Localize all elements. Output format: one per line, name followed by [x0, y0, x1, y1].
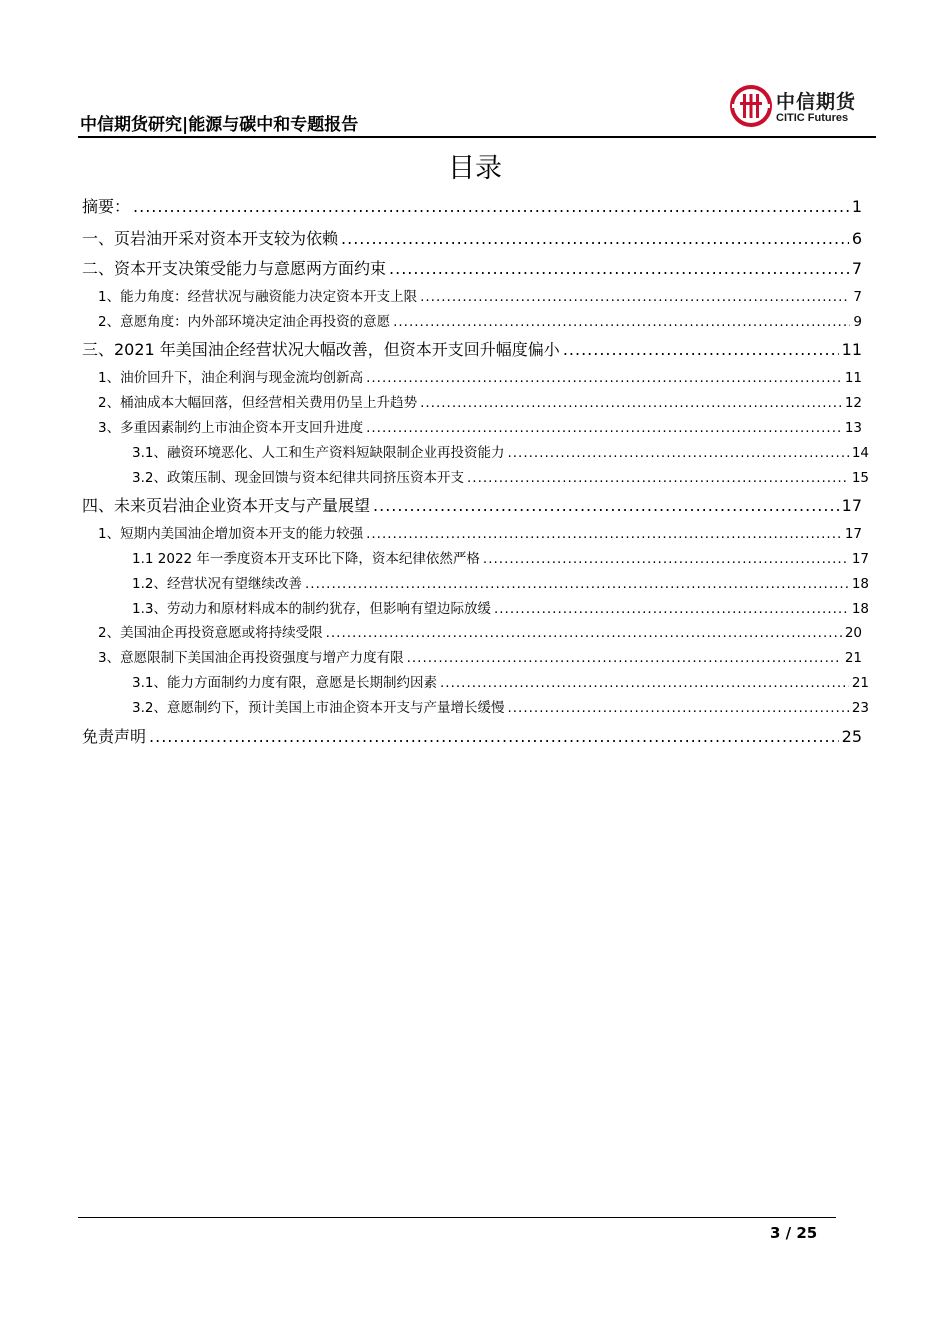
toc-entry-label: 1、能力角度：经营状况与融资能力决定资本开支上限: [98, 289, 418, 305]
toc-entry[interactable]: [82, 194, 862, 217]
toc-entry[interactable]: [132, 572, 869, 592]
toc-entry-page: 17: [841, 496, 862, 515]
toc-leader: [366, 420, 842, 436]
toc-leader: [305, 576, 849, 592]
toc-entry-label: 摘要：: [82, 197, 131, 216]
toc-entry-page: 6: [851, 229, 862, 248]
toc-entry-label: 三、2021 年美国油企经营状况大幅改善，但资本开支回升幅度偏小: [82, 340, 560, 359]
footer-divider: [78, 1217, 836, 1218]
toc-entry-page: 18: [851, 576, 869, 592]
toc-leader: [420, 395, 842, 411]
toc-leader: [420, 289, 850, 305]
toc-entry-page: 21: [851, 675, 869, 691]
toc-entry-page: 7: [851, 259, 862, 278]
toc-entry-label: 2、美国油企再投资意愿或将持续受限: [98, 625, 323, 641]
toc-entry[interactable]: [98, 310, 862, 330]
toc-entry-label: 1、短期内美国油企增加资本开支的能力较强: [98, 526, 364, 542]
toc-entry[interactable]: [98, 416, 862, 436]
page-number: 3 / 25: [770, 1224, 818, 1242]
toc-leader: [389, 259, 849, 278]
toc-entry[interactable]: [98, 646, 862, 666]
toc-leader: [326, 625, 842, 641]
toc-entry-page: 12: [844, 395, 862, 411]
toc-leader: [563, 340, 839, 359]
toc-entry[interactable]: [82, 337, 862, 360]
toc-leader: [133, 197, 849, 216]
toc-leader: [467, 470, 849, 486]
toc-entry-page: 17: [851, 551, 869, 567]
toc-entry-page: 21: [844, 650, 862, 666]
toc-entry-page: 20: [844, 625, 862, 641]
toc-entry-label: 3.2、政策压制、现金回馈与资本纪律共同挤压资本开支: [132, 470, 464, 486]
toc-leader: [149, 727, 839, 746]
toc-entry-page: 23: [851, 700, 869, 716]
toc-entry-label: 二、资本开支决策受能力与意愿两方面约束: [82, 259, 387, 278]
toc-entry-label: 3.1、融资环境恶化、人工和生产资料短缺限制企业再投资能力: [132, 445, 505, 461]
toc-entry-label: 3、意愿限制下美国油企再投资强度与增产力度有限: [98, 650, 404, 666]
toc-leader: [341, 229, 849, 248]
toc-entry-label: 3、多重因素制约上市油企资本开支回升进度: [98, 420, 364, 436]
toc-entry-label: 3.2、意愿制约下，预计美国上市油企资本开支与产量增长缓慢: [132, 700, 505, 716]
report-header-title: 中信期货研究|能源与碳中和专题报告: [80, 115, 359, 135]
toc-entry[interactable]: [132, 466, 869, 486]
toc-leader: [440, 675, 849, 691]
toc-entry-page: 18: [851, 601, 869, 617]
toc-entry-label: 1.2、经营状况有望继续改善: [132, 576, 302, 592]
toc-leader: [483, 551, 849, 567]
toc-entry-page: 15: [851, 470, 869, 486]
toc-entry-label: 免责声明: [82, 727, 147, 746]
toc-entry[interactable]: [132, 696, 869, 716]
toc-entry[interactable]: [132, 597, 869, 617]
toc-leader: [373, 496, 839, 515]
toc-leader: [507, 700, 848, 716]
toc-entry-label: 四、未来页岩油企业资本开支与产量展望: [82, 496, 371, 515]
citic-logo-icon: [730, 85, 772, 127]
toc-entry-page: 17: [844, 526, 862, 542]
toc-leader: [366, 370, 842, 386]
toc-entry[interactable]: [82, 226, 862, 249]
citic-futures-logo: [730, 85, 870, 129]
toc-entry[interactable]: [98, 366, 862, 386]
toc-leader: [366, 526, 842, 542]
toc-entry[interactable]: [82, 493, 862, 516]
logo-english-text: CITIC Futures: [776, 112, 849, 124]
toc-entry-label: 一、页岩油开采对资本开支较为依赖: [82, 229, 339, 248]
logo-chinese-text: 中信期货: [776, 91, 857, 113]
toc-entry-label: 3.1、能力方面制约力度有限，意愿是长期制约因素: [132, 675, 437, 691]
toc-entry[interactable]: [98, 285, 862, 305]
toc-entry[interactable]: [132, 441, 869, 461]
toc-entry-page: 13: [844, 420, 862, 436]
toc-entry-label: 1.1 2022 年一季度资本开支环比下降，资本纪律依然严格: [132, 551, 480, 567]
toc-entry-page: 11: [841, 340, 862, 359]
toc-entry[interactable]: [132, 547, 869, 567]
toc-entry-page: 25: [841, 727, 862, 746]
toc-entry-label: 1、油价回升下，油企利润与现金流均创新高: [98, 370, 364, 386]
toc-entry-label: 2、意愿角度：内外部环境决定油企再投资的意愿: [98, 314, 391, 330]
toc-entry-page: 11: [844, 370, 862, 386]
toc-entry[interactable]: [132, 671, 869, 691]
toc-entry[interactable]: [98, 621, 862, 641]
toc-entry-label: 2、桶油成本大幅回落，但经营相关费用仍呈上升趋势: [98, 395, 418, 411]
toc-entry-page: 9: [853, 314, 862, 330]
toc-leader: [507, 445, 848, 461]
toc-leader: [407, 650, 842, 666]
toc-title: 目录: [448, 153, 502, 184]
toc-entry-label: 1.3、劳动力和原材料成本的制约犹存，但影响有望边际放缓: [132, 601, 491, 617]
toc-entry[interactable]: [98, 391, 862, 411]
toc-entry[interactable]: [82, 256, 862, 279]
toc-leader: [393, 314, 850, 330]
toc-entry-page: 1: [851, 197, 862, 216]
toc-entry-page: 7: [853, 289, 862, 305]
toc-entry-page: 14: [851, 445, 869, 461]
toc-entry[interactable]: [82, 724, 862, 747]
header-divider: [78, 136, 876, 138]
toc-entry[interactable]: [98, 522, 862, 542]
toc-leader: [494, 601, 849, 617]
